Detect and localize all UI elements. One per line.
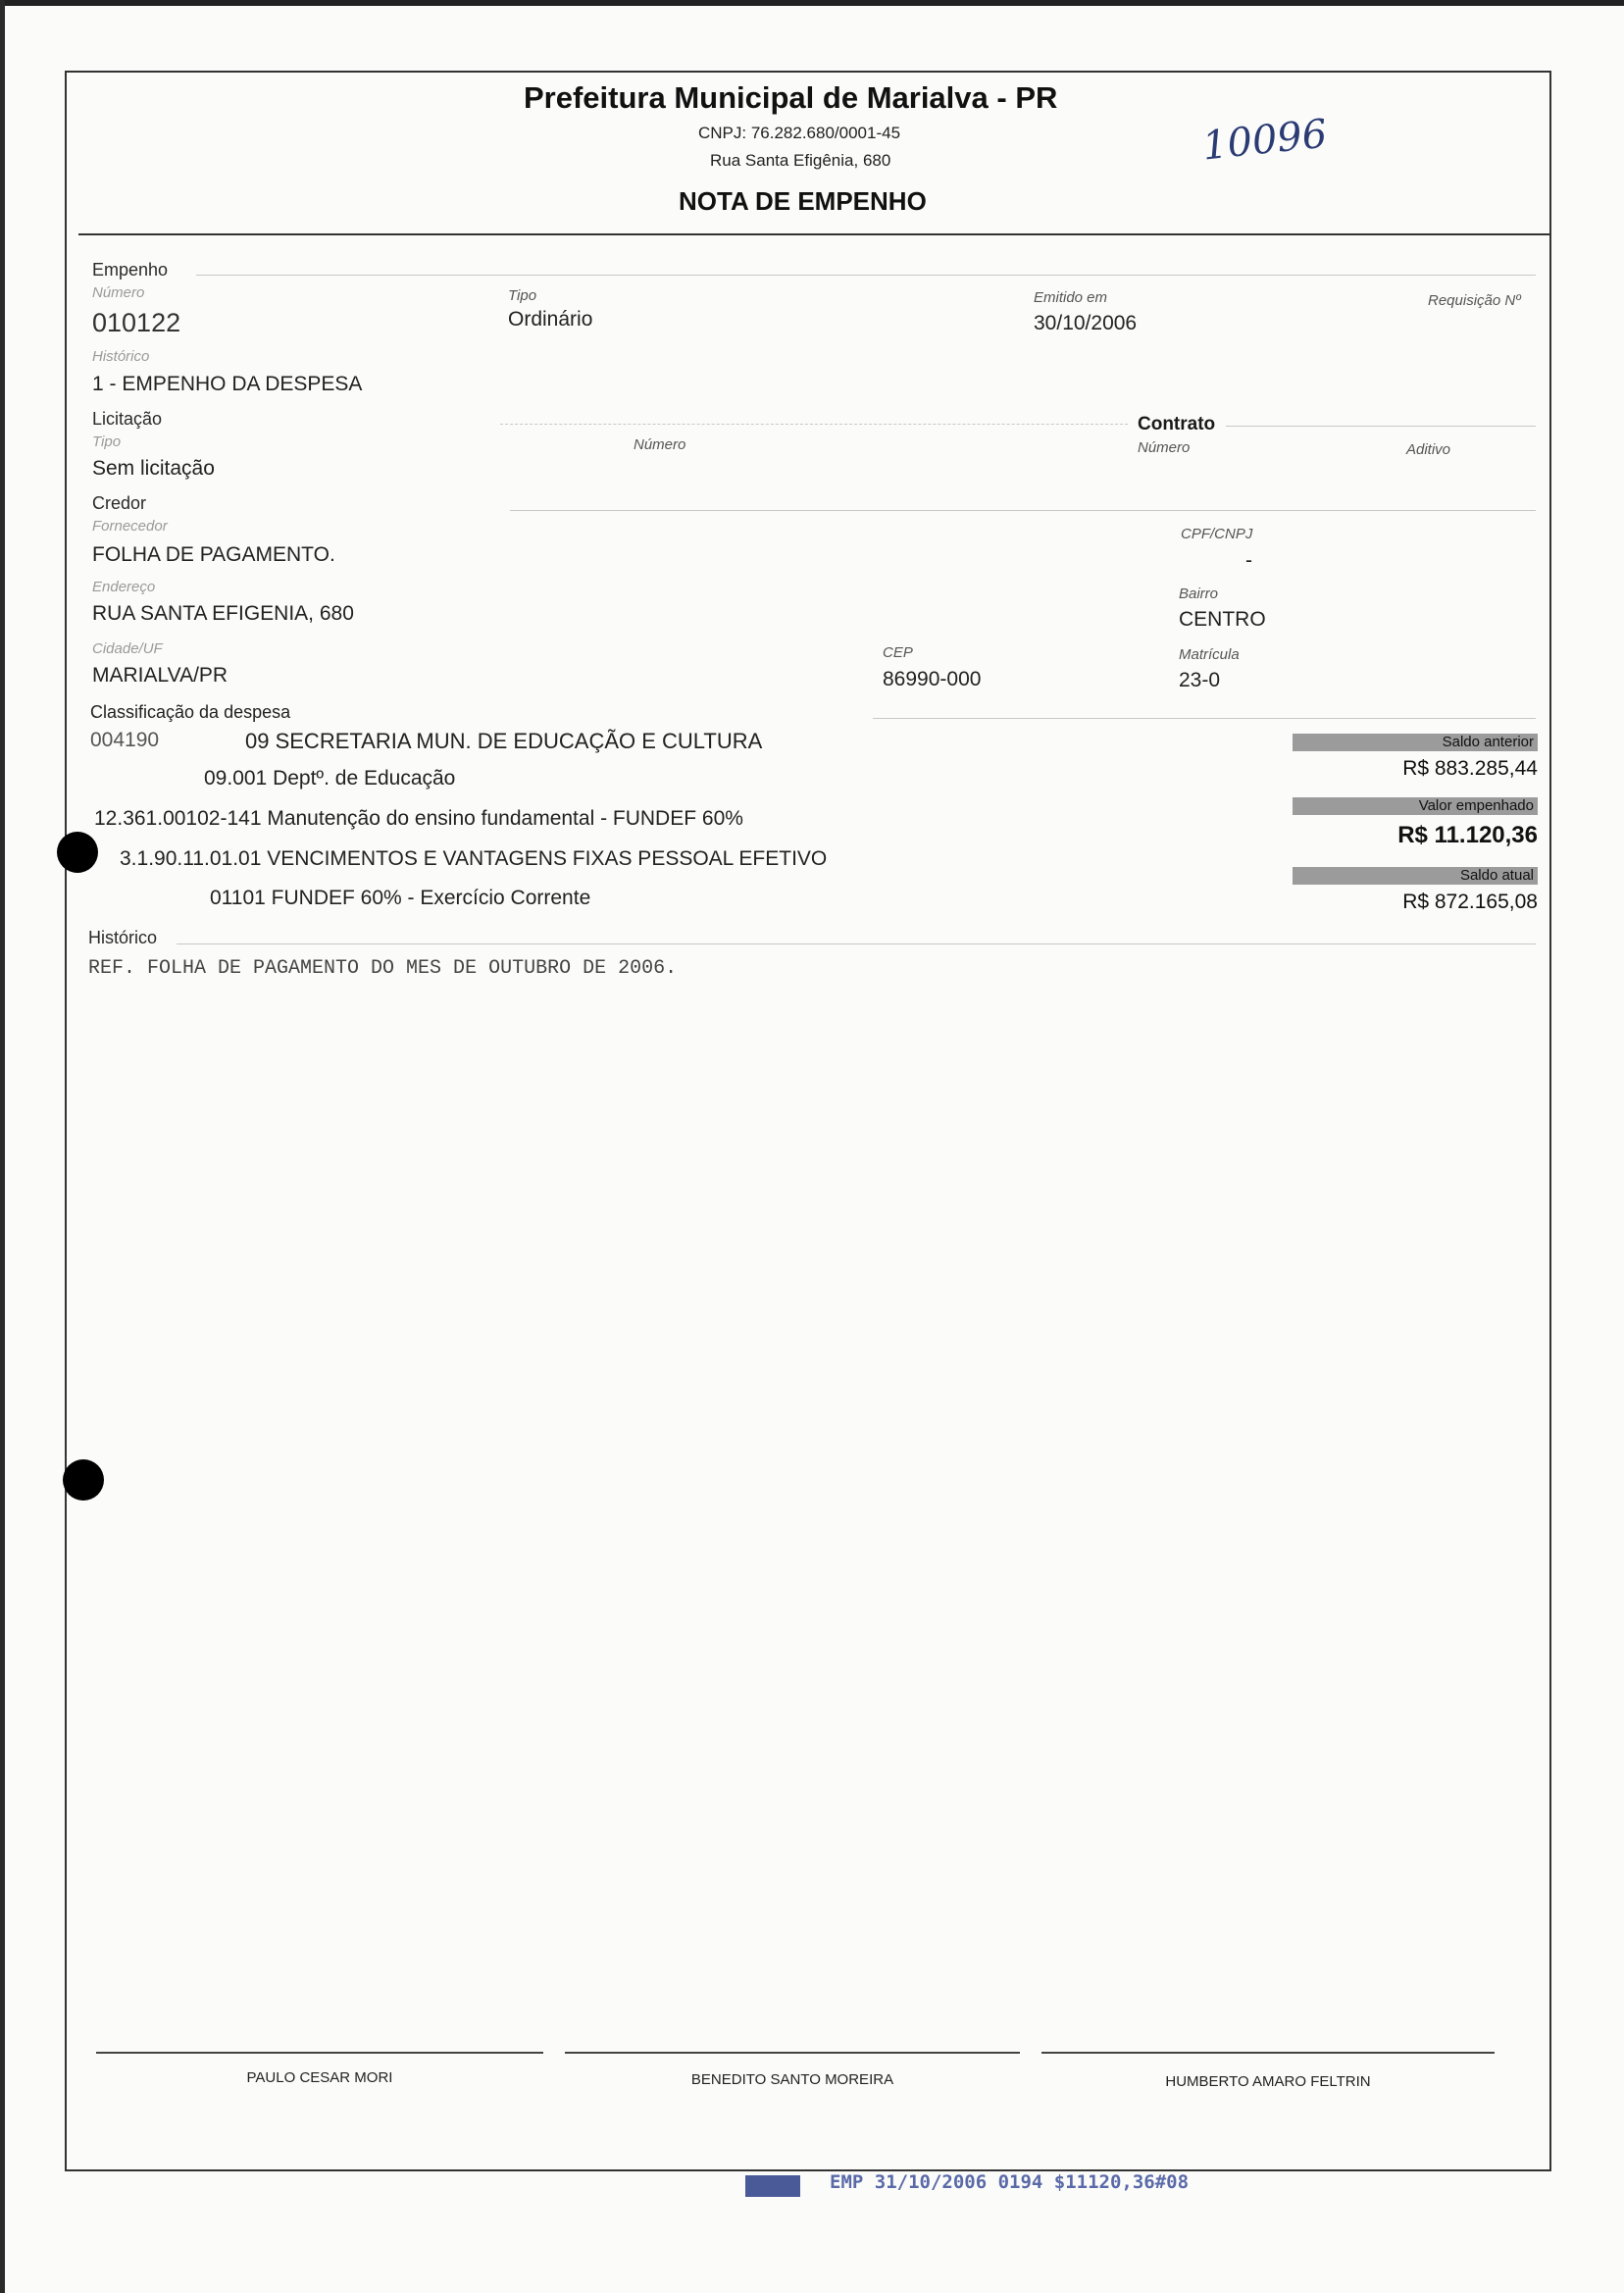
classificacao-row-3: 12.361.00102-141 Manutenção do ensino fundamental - FUNDEF 60% <box>94 807 743 830</box>
matricula-value: 23-0 <box>1179 669 1221 691</box>
cpf-label: CPF/CNPJ <box>1181 526 1253 542</box>
saldo-atual-value: R$ 872.165,08 <box>1402 891 1538 913</box>
section-contrato: Contrato <box>1138 414 1216 434</box>
municipality-title: Prefeitura Municipal de Marialva - PR <box>524 80 1058 115</box>
punch-hole-top <box>57 832 98 873</box>
historico-label: Histórico <box>92 348 150 365</box>
valor-empenhado-label: Valor empenhado <box>1293 797 1538 815</box>
section-licitacao: Licitação <box>92 409 163 429</box>
signature-line-2 <box>565 2052 1020 2054</box>
classificacao-row-2: 09.001 Deptº. de Educação <box>204 767 456 790</box>
fornecedor-value: FOLHA DE PAGAMENTO. <box>92 543 335 566</box>
endereco-label: Endereço <box>92 579 156 595</box>
processing-stamp: EMP 31/10/2006 0194 $11120,36#08 <box>830 2171 1190 2193</box>
matricula-label: Matrícula <box>1179 646 1240 663</box>
numero-label: Número <box>92 284 145 301</box>
section-credor: Credor <box>92 493 147 513</box>
saldo-anterior-label: Saldo anterior <box>1293 734 1538 751</box>
scan-top-edge <box>0 0 1624 6</box>
empenho-tipo: Ordinário <box>508 308 593 331</box>
contrato-numero-label: Número <box>1138 439 1191 456</box>
saldo-anterior-value: R$ 883.285,44 <box>1402 757 1538 780</box>
classificacao-row-5: 01101 FUNDEF 60% - Exercício Corrente <box>210 887 591 909</box>
header-divider <box>78 233 1551 235</box>
document-title: NOTA DE EMPENHO <box>679 186 927 216</box>
bairro-label: Bairro <box>1179 586 1219 602</box>
cnpj-text: CNPJ: 76.282.680/0001-45 <box>698 124 901 142</box>
fornecedor-label: Fornecedor <box>92 518 168 535</box>
signature-line-1 <box>96 2052 543 2054</box>
emitido-date: 30/10/2006 <box>1034 312 1138 334</box>
signature-name-2: BENEDITO SANTO MOREIRA <box>690 2071 894 2088</box>
licitacao-tipo-label: Tipo <box>92 433 122 450</box>
section-empenho: Empenho <box>92 260 169 280</box>
scan-left-edge <box>0 0 5 2293</box>
endereco-value: RUA SANTA EFIGENIA, 680 <box>92 602 354 625</box>
cpf-value: - <box>1245 549 1252 572</box>
classificacao-code: 004190 <box>90 729 160 751</box>
licitacao-tipo: Sem licitação <box>92 457 215 480</box>
signature-name-1: PAULO CESAR MORI <box>246 2069 393 2086</box>
section-classificacao: Classificação da despesa <box>90 702 291 722</box>
licitacao-numero-label: Número <box>634 436 686 453</box>
valor-empenhado-value: R$ 11.120,36 <box>1397 822 1538 848</box>
stamp-logo <box>745 2175 800 2197</box>
emitido-label: Emitido em <box>1034 289 1108 306</box>
header-address: Rua Santa Efigênia, 680 <box>710 151 891 170</box>
cidade-value: MARIALVA/PR <box>92 664 228 687</box>
saldo-atual-label: Saldo atual <box>1293 867 1538 885</box>
classificacao-row-4: 3.1.90.11.01.01 VENCIMENTOS E VANTAGENS FIXAS PESSOAL EFETIVO <box>120 847 828 870</box>
bairro-value: CENTRO <box>1179 608 1266 631</box>
cidade-label: Cidade/UF <box>92 640 163 657</box>
requisicao-label: Requisição Nº <box>1428 292 1521 309</box>
aditivo-label: Aditivo <box>1406 441 1451 458</box>
cep-label: CEP <box>883 644 913 661</box>
cep-value: 86990-000 <box>883 668 982 690</box>
signature-line-3 <box>1041 2052 1495 2054</box>
punch-hole-bottom <box>63 1459 104 1501</box>
empenho-numero: 010122 <box>92 308 181 337</box>
classificacao-row-1: 09 SECRETARIA MUN. DE EDUCAÇÃO E CULTURA <box>245 729 763 753</box>
empenho-historico: 1 - EMPENHO DA DESPESA <box>92 373 363 395</box>
historico-text: REF. FOLHA DE PAGAMENTO DO MES DE OUTUBRO DE 2006. <box>88 957 678 980</box>
section-historico: Histórico <box>88 928 158 947</box>
handwritten-number: 10096 <box>1199 111 1330 170</box>
signature-name-3: HUMBERTO AMARO FELTRIN <box>1165 2073 1371 2090</box>
tipo-label: Tipo <box>508 287 537 304</box>
